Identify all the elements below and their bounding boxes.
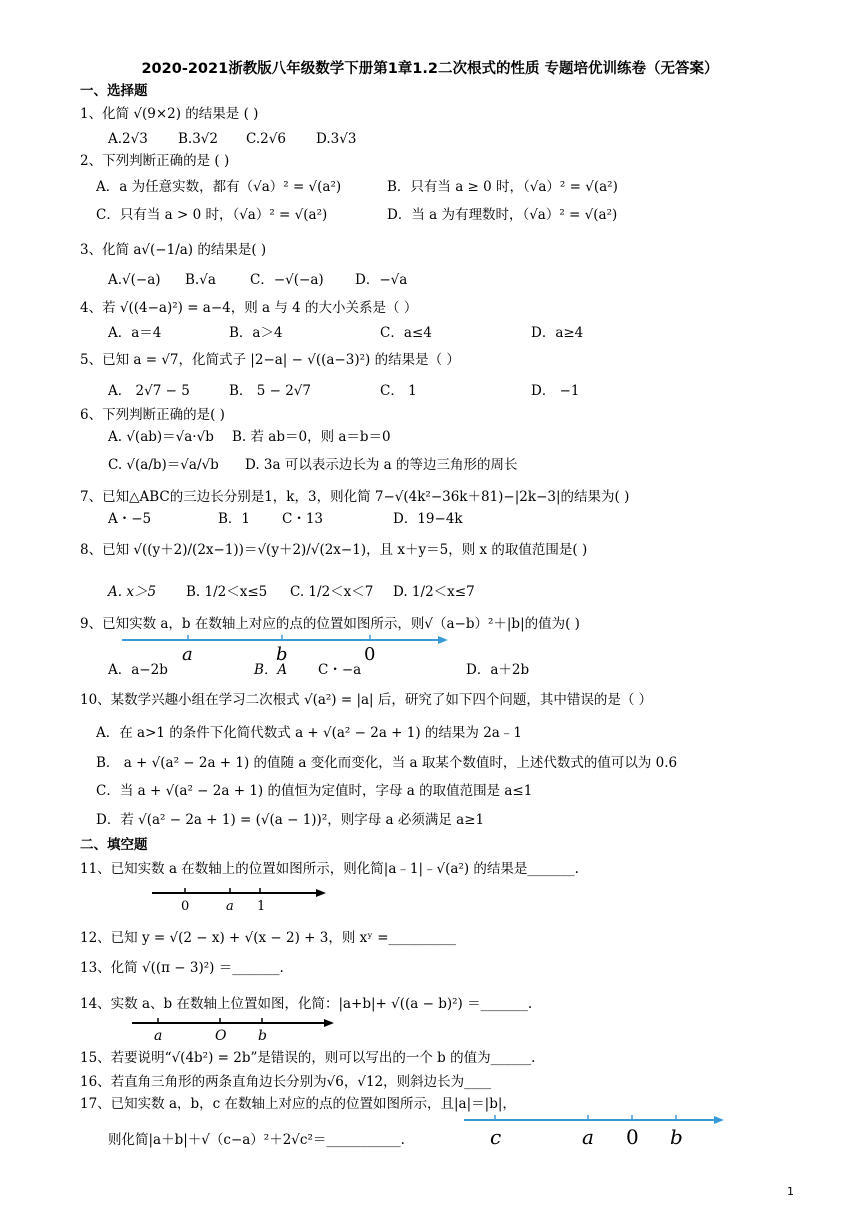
question-17-line2: 则化简|a＋b|＋√（c−a）²＋2√c²＝___________. [108,1132,405,1148]
q9-label-b: b [276,644,288,665]
q5-option-a: A． 2√7 − 5 [108,383,190,399]
q17-label-a: a [582,1125,594,1149]
question-5: 5、已知 a = √7，化简式子 |2−a| − √((a−3)²) 的结果是（ ） [80,352,460,368]
q1-option-c: C.2√6 [246,131,286,147]
q5-option-c: C． 1 [380,383,417,399]
q14-number-line [130,1018,340,1046]
question-9: 9、已知实数 a，b 在数轴上对应的点的位置如图所示，则√（a−b）²＋|b|的值为( ) [80,616,580,632]
question-6: 6、下列判断正确的是( ) [80,407,225,423]
section-heading-choice: 一、选择题 [80,83,148,99]
section-heading-fill: 二、填空题 [80,837,148,853]
q7-option-c: C・13 [282,511,324,527]
q14-axis-arrow [324,1019,334,1027]
q1-option-a: A.2√3 [108,131,148,147]
q11-number-line [150,887,330,915]
q11-axis-arrow [316,889,326,897]
question-12: 12、已知 y = √(2 − x) + √(x − 2) + 3，则 xʸ =__________ [80,930,457,946]
q6-option-d: D. 3a 可以表示边长为 a 的等边三角形的周长 [245,457,518,473]
q7-option-b: B．1 [218,511,251,527]
question-15: 15、若要说明“√(4b²) = 2b”是错误的，则可以写出的一个 b 的值为______. [80,1050,536,1066]
question-1: 1、化简 √(9×2) 的结果是 ( ) [80,106,259,122]
q5-option-d: D． −1 [531,383,580,399]
q8-option-c: C. 1/2＜x＜7 [290,584,374,600]
question-13: 13、化简 √((π − 3)²) ＝_______. [80,960,284,976]
q6-option-b: B. 若 ab＝0，则 a＝b＝0 [232,429,391,445]
q9-option-b: B．A [254,662,288,678]
q1-option-d: D.3√3 [316,131,357,147]
q14-label-b: b [258,1028,267,1044]
q10-option-a: A．在 a>1 的条件下化简代数式 a + √(a² − 2a + 1) 的结果为 2a﹣1 [96,725,522,741]
q17-label-b: b [670,1125,683,1149]
q1-option-b: B.3√2 [178,131,218,147]
q17-label-0: 0 [626,1125,639,1149]
q10-option-b: B． a + √(a² − 2a + 1) 的值随 a 变化而变化，当 a 取某个数值时，上述代数式的值可以为 0.6 [96,755,678,771]
q8-option-a: A. x＞5 [108,584,157,600]
q8-option-d: D. 1/2＜x≤7 [393,584,475,600]
q9-label-a: a [182,644,193,665]
q11-label-a: a [226,899,234,914]
question-14: 14、实数 a、b 在数轴上位置如图，化简：|a+b|+ √((a − b)²) ＝_______. [80,996,533,1012]
page-title: 2020-2021浙教版八年级数学下册第1章1.2二次根式的性质 专题培优训练卷（无答案） [141,61,719,77]
q4-option-d: D．a≥4 [531,325,584,341]
q17-axis-arrow [714,1116,724,1124]
q9-option-c: C・−a [318,662,362,678]
question-2: 2、下列判断正确的是 ( ) [80,153,230,169]
q9-option-d: D．a＋2b [466,662,530,678]
q3-option-d: D．−√a [355,272,408,288]
q10-option-c: C．当 a + √(a² − 2a + 1) 的值恒为定值时，字母 a 的取值范围是 a≤1 [96,783,533,799]
q4-option-a: A．a＝4 [108,325,162,341]
q10-option-d: D．若 √(a² − 2a + 1) = (√(a − 1))²，则字母 a 必须满足 a≥1 [96,812,485,828]
question-8: 8、已知 √((y＋2)/(2x−1))＝√(y＋2)/√(2x−1)，且 x＋y＝5，则 x 的取值范围是( ) [80,542,588,558]
q2-option-c: C．只有当 a > 0 时，（√a）² = √(a²) [96,207,328,223]
q9-label-0: 0 [364,644,376,665]
q14-label-a: a [154,1028,163,1044]
q3-option-c: C．−√(−a) [250,272,324,288]
q9-axis-arrow [438,636,448,644]
question-11: 11、已知实数 a 在数轴上的位置如图所示，则化简|a﹣1|﹣√(a²) 的结果是_______. [80,861,579,877]
q4-option-b: B．a＞4 [229,325,283,341]
question-7: 7、已知△ABC的三边长分别是1，k，3，则化简 7−√(4k²−36k＋81)−|2k−3|的结果为( ) [80,489,630,505]
question-16: 16、若直角三角形的两条直角边长分别为√6，√12，则斜边长为____ [80,1074,492,1090]
q3-option-b: B.√a [185,272,216,288]
q2-option-a: A．a 为任意实数，都有（√a）² = √(a²) [96,179,342,195]
question-3: 3、化简 a√(−1/a) 的结果是( ) [80,242,267,258]
page-number: 1 [787,1185,794,1198]
q6-option-a: A. √(ab)＝√a·√b [108,429,214,445]
q6-option-c: C. √(a/b)＝√a/√b [108,457,219,473]
q2-option-b: B．只有当 a ≥ 0 时，（√a）² = √(a²) [387,179,618,195]
q8-option-b: B. 1/2＜x≤5 [186,584,268,600]
q3-option-a: A.√(−a) [108,272,161,288]
q11-label-0: 0 [181,899,190,914]
q7-option-d: D．19−4k [393,511,463,527]
q17-number-line [462,1112,732,1152]
q17-label-c: c [490,1125,502,1149]
q5-option-b: B． 5 − 2√7 [229,383,311,399]
q4-option-c: C．a≤4 [380,325,432,341]
q7-option-a: A・−5 [108,511,152,527]
question-17: 17、已知实数 a，b，c 在数轴上对应的点的位置如图所示，且|a|＝|b|， [80,1096,516,1112]
q14-label-o: O [215,1028,227,1044]
question-10: 10、某数学兴趣小组在学习二次根式 √(a²) = |a| 后，研究了如下四个问题，其中错误的是（ ） [80,692,653,708]
q11-label-1: 1 [257,899,266,914]
question-4: 4、若 √((4−a)²) = a−4，则 a 与 4 的大小关系是（ ） [80,300,418,316]
q2-option-d: D．当 a 为有理数时，（√a）² = √(a²) [387,207,618,223]
q9-option-a: A．a−2b [108,662,168,678]
